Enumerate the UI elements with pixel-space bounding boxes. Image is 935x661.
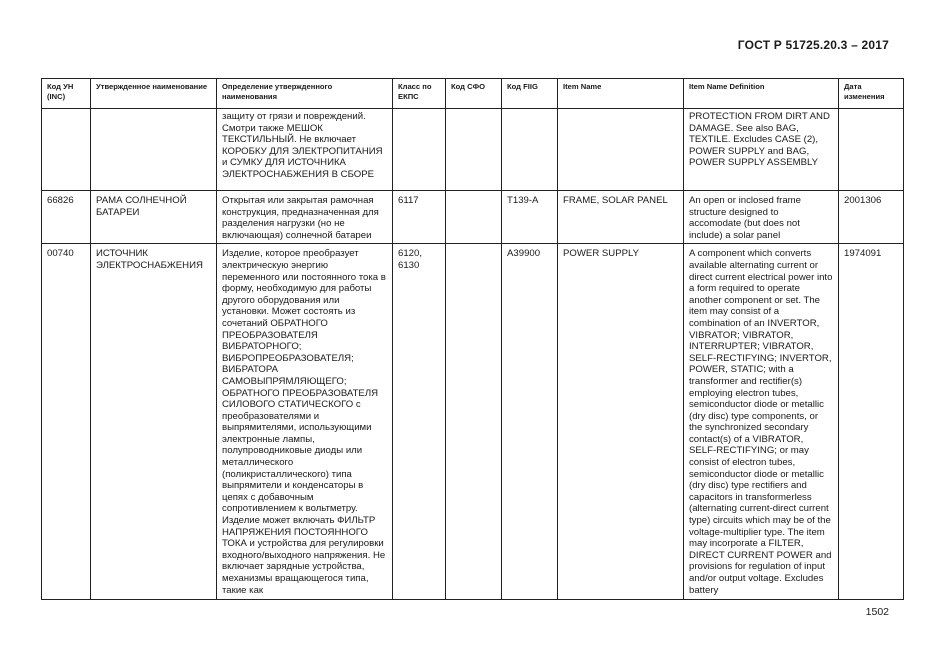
cell-class: 6120, 6130	[393, 244, 446, 600]
cell-inc: 00740	[42, 244, 91, 600]
table-row	[42, 244, 904, 600]
column-header-inc: Код УН (INC)	[42, 79, 91, 109]
cell-item-definition: PROTECTION FROM DIRT AND DAMAGE. See also BAG, TEXTILE. Excludes CASE (2), POWER SUPPLY and BAG, POWER SUPPLY ASSEMBLY	[684, 109, 839, 191]
cell-approved-name: ИСТОЧНИК ЭЛЕКТРОСНАБЖЕНИЯ	[91, 244, 217, 600]
column-header-item-definition: Item Name Definition	[684, 79, 839, 109]
cell-sfo	[446, 244, 502, 600]
cell-approved-name: РАМА СОЛНЕЧНОЙ БАТАРЕИ	[91, 191, 217, 244]
cell-item-name: FRAME, SOLAR PANEL	[558, 191, 684, 244]
cell-item-name: POWER SUPPLY	[558, 244, 684, 600]
table-row	[42, 191, 904, 244]
cell-date: 2001306	[839, 191, 904, 244]
cell-definition: Изделие, которое преобразует электрическую энергию переменного или постоянного тока в форму, необходимую для работы другого оборудования или установки. Может состоять из сочетаний ОБРАТНОГО ПРЕОБРАЗОВАТЕЛЯ ВИБРАТОРНОГО; ВИБРОПРЕОБРАЗОВАТЕЛЯ; ВИБРАТОРА САМОВЫПРЯМЛЯЮЩЕГО; ОБРАТНОГО ПРЕОБРАЗОВАТЕЛЯ СИЛОВОГО СТАТИЧЕСКОГО с преобразователями и выпрямителями, использующими электронные лампы, полупроводниковые диоды или металлического (поликристаллического) типа выпрямители и конденсаторы в цепях с добавочным сопротивлением к вольтметру. Изделие может включать ФИЛЬТР НАПРЯЖЕНИЯ ПОСТОЯННОГО ТОКА и устройства для регулировки входного/выходного напряжения. Не включает зарядные устройства, механизмы вращающегося типа, такие как	[217, 244, 393, 600]
cell-fiig	[502, 109, 558, 191]
cell-approved-name	[91, 109, 217, 191]
column-header-class: Класс по ЕКПС	[393, 79, 446, 109]
cell-item-definition: An open or inclosed frame structure designed to accomodate (but does not include) a solar panel	[684, 191, 839, 244]
column-header-approved-name: Утвержденное наименование	[91, 79, 217, 109]
column-header-definition: Определение утвержденного наименования	[217, 79, 393, 109]
cell-sfo	[446, 109, 502, 191]
cell-item-name	[558, 109, 684, 191]
column-header-sfo: Код СФО	[446, 79, 502, 109]
cell-sfo	[446, 191, 502, 244]
table-row	[42, 109, 904, 191]
column-header-date: Дата изменения	[839, 79, 904, 109]
cell-definition: защиту от грязи и повреждений. Смотри также МЕШОК ТЕКСТИЛЬНЫЙ. Не включает КОРОБКУ ДЛЯ ЭЛЕКТРОПИТАНИЯ и СУМКУ ДЛЯ ИСТОЧНИКА ЭЛЕКТРОСНАБЖЕНИЯ В СБОРЕ	[217, 109, 393, 191]
page-number: 1502	[865, 606, 889, 618]
cell-class	[393, 109, 446, 191]
document-code: ГОСТ Р 51725.20.3 – 2017	[737, 38, 889, 52]
cell-definition: Открытая или закрытая рамочная конструкция, предназначенная для разделения нагрузки (но не включающая) солнечной батареи	[217, 191, 393, 244]
cell-date: 1974091	[839, 244, 904, 600]
table-header-row	[42, 79, 904, 109]
cell-inc	[42, 109, 91, 191]
cell-date	[839, 109, 904, 191]
cell-inc: 66826	[42, 191, 91, 244]
column-header-item-name: Item Name	[558, 79, 684, 109]
column-header-fiig: Код FIIG	[502, 79, 558, 109]
cell-class: 6117	[393, 191, 446, 244]
cell-fiig: T139-A	[502, 191, 558, 244]
cell-item-definition: A component which converts available alternating current or direct current electrical power into a form required to operate another component or set. The item may consist of a combination of an INVERTOR, VIBRATOR; VIBRATOR, INTERRUPTER; VIBRATOR, SELF-RECTIFYING; INVERTOR, POWER, STATIC; with a transformer and rectifier(s) employing electron tubes, semiconductor diode or metallic (dry disc) type components, or the synchronized secondary contact(s) of a VIBRATOR, SELF-RECTIFYING; or may consist of electron tubes, semiconductor diode or metallic (dry disc) type rectifiers and capacitors in transformerless (alternating current-direct current type) circuits which may be of the voltage-multiplier type. The item may incorporate a FILTER, DIRECT CURRENT POWER and provisions for regulation of input and/or output voltage. Excludes battery	[684, 244, 839, 600]
catalog-table	[41, 78, 904, 600]
cell-fiig: A39900	[502, 244, 558, 600]
